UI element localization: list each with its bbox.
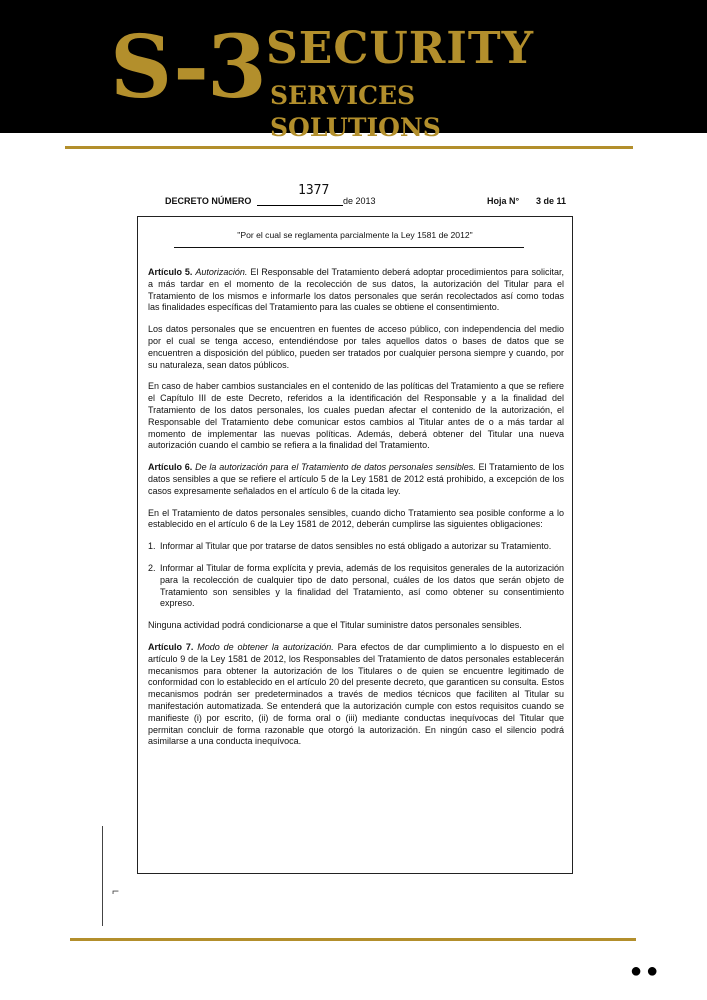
article-6-label: Artículo 6.: [148, 462, 193, 473]
document-body: [148, 267, 564, 758]
logo-line-2: SERVICES SOLUTIONS: [270, 81, 441, 142]
decreto-label: DECRETO NÚMERO: [165, 196, 252, 206]
article-6-p3: Ninguna actividad podrá condicionarse a que el Titular suministre datos personales sensibles.: [148, 620, 522, 631]
page-number: 3 de 11: [536, 196, 567, 206]
list-item-number: 2.: [148, 562, 156, 573]
article-5-text: El Responsable del Tratamiento deberá adoptar procedimientos para solicitar, a más tardar en el momento de la recolección de sus datos, la autorización del Titular para el Tratamiento de los mismos e informarle los datos personales que serán recolectados así como todas las finalidades específicas del Tratamiento para las cuales se obtiene el consentimiento.: [148, 267, 564, 313]
document-subtitle: "Por el cual se reglamenta parcialmente la Ley 1581 de 2012": [237, 230, 473, 240]
list-item-number: 1.: [148, 541, 156, 552]
article-7-label: Artículo 7.: [148, 641, 194, 652]
article-5-p2: Los datos personales que se encuentren en fuentes de acceso público, con independencia del medio por el cual se tenga acceso, entendiéndose por tales aquellos datos o bases de datos que se encuentren a disposición del público, pueden ser tratados por cualquier persona siempre y cuando, por su naturaleza, sean datos públicos.: [148, 324, 564, 370]
bottom-gold-rule: [70, 938, 636, 941]
margin-mark: ⌐: [112, 884, 120, 898]
article-7-heading: Modo de obtener la autorización.: [197, 641, 334, 652]
margin-line: [102, 826, 103, 926]
logo-line-1: SECURITY: [266, 23, 535, 74]
article-6-p1: [148, 462, 564, 497]
article-5-label: Artículo 5.: [148, 267, 193, 277]
article-7-p1: [148, 642, 564, 748]
article-5-p3: En caso de haber cambios sustanciales en el contenido de las políticas del Tratamiento a que se refiere el Capítulo III de este Decreto, referidos a la identificación del Responsable y a la finalidad del Tratamiento de los datos personales, los cuales puedan afectar el contenido de la autorización, el Responsable del Tratamiento debe comunicar estos cambios al Titular antes de o a más tardar al momento de implementar las nuevas políticas. Además, deberá obtener del Titular una nueva autorización cuando el cambio se refiera a la finalidad del Tratamiento.: [148, 381, 564, 451]
document-frame: [137, 216, 573, 874]
article-6-text: El Tratamiento de los datos sensibles a que se refiere el artículo 5 de la Ley 1581 de 2012 está prohibido, a excepción de los casos expresamente señalados en el artículo 6 de la citada ley.: [148, 462, 564, 496]
brand-header: [0, 0, 707, 142]
hoja-label: Hoja N°: [487, 196, 520, 206]
company-logo: [110, 17, 590, 142]
article-5-p1: [148, 267, 564, 314]
article-6-heading: De la autorización para el Tratamiento de datos personales sensibles.: [195, 462, 476, 473]
decreto-number: 1377: [298, 183, 330, 198]
page-dots: ●●: [630, 960, 663, 982]
list-item-text: Informar al Titular de forma explícita y previa, además de los requisitos generales de la autorización para la recolección de cualquier tipo de dato personal, cuáles de los datos que serán objeto de Tratamiento son sensibles y la finalidad del Tratamiento, así como obtener su consentimiento expreso.: [160, 562, 564, 609]
list-item: [148, 541, 564, 553]
decreto-year: de 2013: [343, 196, 376, 206]
article-7-text: Para efectos de dar cumplimiento a lo dispuesto en el artículo 9 de la Ley 1581 de 2012, los Responsables del Tratamiento de datos personales establecerán mecanismos para obtener la autorización de los Titulares o de quien se encuentre legitimado de conformidad con lo establecido en el artículo 20 del presente decreto, que garanticen su consulta. Estos mecanismos podrán ser predeterminados a través de medios técnicos que faciliten al Titular su manifestación automatizada. Se entenderá que la autorización cumple con estos requisitos cuando se manifieste (i) por escrito, (ii) de forma oral o (iii) mediante conductas inequívocas del Titular que permitan concluir de forma razonable que otorgó la autorización. En ningún caso el silencio podrá asimilarse a una conducta inequívoca.: [148, 641, 564, 747]
article-6-p2: En el Tratamiento de datos personales sensibles, cuando dicho Tratamiento sea posible conforme a lo establecido en el artículo 6 de la Ley 1581 de 2012, deberán cumplirse las siguientes obligaciones:: [148, 507, 564, 530]
subtitle-underline: [174, 247, 524, 248]
top-gold-rule: [65, 146, 633, 149]
list-item: [148, 563, 564, 610]
decreto-number-line: [257, 205, 343, 206]
logo-mark: S-3: [110, 17, 265, 118]
article-5-heading: Autorización.: [195, 267, 248, 277]
list-item-text: Informar al Titular que por tratarse de datos sensibles no está obligado a autorizar su Tratamiento.: [160, 541, 552, 552]
